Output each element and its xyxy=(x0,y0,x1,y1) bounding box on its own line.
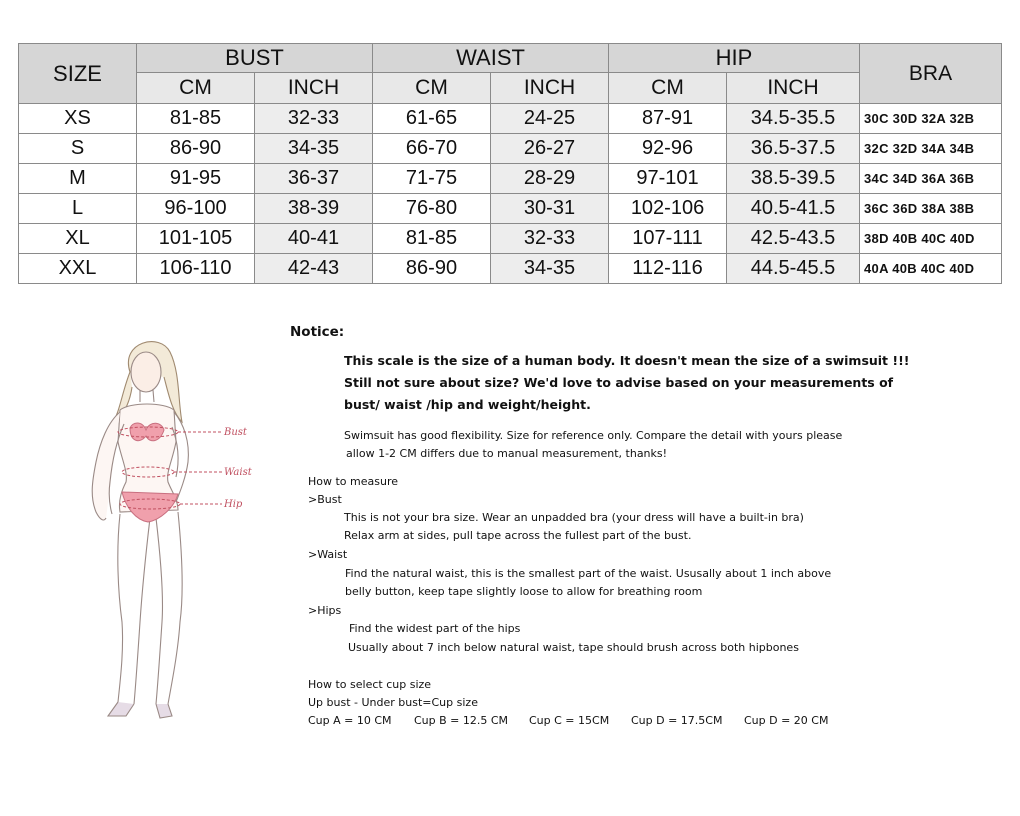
waist-title: >Waist xyxy=(308,548,348,561)
notice-heading: Notice: xyxy=(290,324,345,340)
body-measurement-figure xyxy=(60,332,260,727)
value-cell: 36-37 xyxy=(255,164,373,194)
value-cell: 24-25 xyxy=(491,104,609,134)
value-cell: 30-31 xyxy=(491,194,609,224)
table-row xyxy=(19,254,1002,284)
bust-title: >Bust xyxy=(308,493,342,506)
cup-item: Cup B = 12.5 CM xyxy=(414,714,509,727)
table-row xyxy=(19,224,1002,254)
value-cell: 38-39 xyxy=(255,194,373,224)
size-cell: XL xyxy=(19,224,137,254)
value-cell: 81-85 xyxy=(373,224,491,254)
value-cell: 76-80 xyxy=(373,194,491,224)
cup-item: Cup D = 17.5CM xyxy=(631,714,723,727)
value-cell: 107-111 xyxy=(609,224,727,254)
unit-header: INCH xyxy=(727,73,860,104)
value-cell: 42.5-43.5 xyxy=(727,224,860,254)
size-cell: XS xyxy=(19,104,137,134)
notice-line: bust/ waist /hip and weight/height. xyxy=(344,397,591,412)
bra-cell: 34C 34D 36A 36B xyxy=(860,164,1002,194)
size-cell: S xyxy=(19,134,137,164)
bra-cell: 40A 40B 40C 40D xyxy=(860,254,1002,284)
table-row xyxy=(19,194,1002,224)
value-cell: 92-96 xyxy=(609,134,727,164)
value-cell: 42-43 xyxy=(255,254,373,284)
cup-item: Cup A = 10 CM xyxy=(308,714,392,727)
value-cell: 36.5-37.5 xyxy=(727,134,860,164)
hip-label: Hip xyxy=(224,499,243,510)
size-cell: L xyxy=(19,194,137,224)
value-cell: 97-101 xyxy=(609,164,727,194)
value-cell: 81-85 xyxy=(137,104,255,134)
value-cell: 26-27 xyxy=(491,134,609,164)
cup-formula: Up bust - Under bust=Cup size xyxy=(308,696,478,709)
value-cell: 71-75 xyxy=(373,164,491,194)
size-cell: XXL xyxy=(19,254,137,284)
value-cell: 32-33 xyxy=(491,224,609,254)
value-cell: 86-90 xyxy=(137,134,255,164)
value-cell: 28-29 xyxy=(491,164,609,194)
bust-line: This is not your bra size. Wear an unpadded bra (your dress will have a built-in bra) xyxy=(344,511,804,524)
value-cell: 87-91 xyxy=(609,104,727,134)
value-cell: 34.5-35.5 xyxy=(727,104,860,134)
value-cell: 86-90 xyxy=(373,254,491,284)
cup-title: How to select cup size xyxy=(308,678,432,691)
bra-cell: 36C 36D 38A 38B xyxy=(860,194,1002,224)
notice-line: Still not sure about size? We'd love to advise based on your measurements of xyxy=(344,375,894,390)
unit-header: INCH xyxy=(491,73,609,104)
value-cell: 66-70 xyxy=(373,134,491,164)
bust-line: Relax arm at sides, pull tape across the fullest part of the bust. xyxy=(344,529,692,542)
unit-header: INCH xyxy=(255,73,373,104)
table-row xyxy=(19,134,1002,164)
bust-label: Bust xyxy=(224,427,247,438)
hips-line: Usually about 7 inch below natural waist, tape should brush across both hipbones xyxy=(348,641,799,654)
value-cell: 38.5-39.5 xyxy=(727,164,860,194)
value-cell: 40-41 xyxy=(255,224,373,254)
hip-header: HIP xyxy=(609,44,860,73)
flex-line: allow 1-2 CM differs due to manual measurement, thanks! xyxy=(346,447,668,460)
value-cell: 61-65 xyxy=(373,104,491,134)
cup-item: Cup C = 15CM xyxy=(529,714,610,727)
how-to-measure-title: How to measure xyxy=(308,475,399,488)
unit-header: CM xyxy=(609,73,727,104)
table-row xyxy=(19,104,1002,134)
size-cell: M xyxy=(19,164,137,194)
unit-header: CM xyxy=(137,73,255,104)
value-cell: 34-35 xyxy=(491,254,609,284)
value-cell: 101-105 xyxy=(137,224,255,254)
flex-line: Swimsuit has good flexibility. Size for reference only. Compare the detail with yours please xyxy=(344,429,843,442)
size-header: SIZE xyxy=(19,44,137,104)
waist-line: Find the natural waist, this is the smallest part of the waist. Ususally about 1 inch above xyxy=(345,567,832,580)
table-row xyxy=(19,164,1002,194)
value-cell: 112-116 xyxy=(609,254,727,284)
value-cell: 96-100 xyxy=(137,194,255,224)
notice-line: This scale is the size of a human body. It doesn't mean the size of a swimsuit !!! xyxy=(344,353,910,368)
value-cell: 102-106 xyxy=(609,194,727,224)
waist-label: Waist xyxy=(224,467,252,478)
bust-header: BUST xyxy=(137,44,373,73)
cup-item: Cup D = 20 CM xyxy=(744,714,829,727)
size-chart-table xyxy=(18,43,1002,284)
value-cell: 91-95 xyxy=(137,164,255,194)
bra-cell: 32C 32D 34A 34B xyxy=(860,134,1002,164)
value-cell: 34-35 xyxy=(255,134,373,164)
hips-title: >Hips xyxy=(308,604,342,617)
hips-line: Find the widest part of the hips xyxy=(349,622,521,635)
value-cell: 32-33 xyxy=(255,104,373,134)
unit-header: CM xyxy=(373,73,491,104)
value-cell: 40.5-41.5 xyxy=(727,194,860,224)
bra-header: BRA xyxy=(860,44,1002,104)
waist-line: belly button, keep tape slightly loose to allow for breathing room xyxy=(345,585,703,598)
value-cell: 44.5-45.5 xyxy=(727,254,860,284)
value-cell: 106-110 xyxy=(137,254,255,284)
bra-cell: 30C 30D 32A 32B xyxy=(860,104,1002,134)
bra-cell: 38D 40B 40C 40D xyxy=(860,224,1002,254)
waist-header: WAIST xyxy=(373,44,609,73)
